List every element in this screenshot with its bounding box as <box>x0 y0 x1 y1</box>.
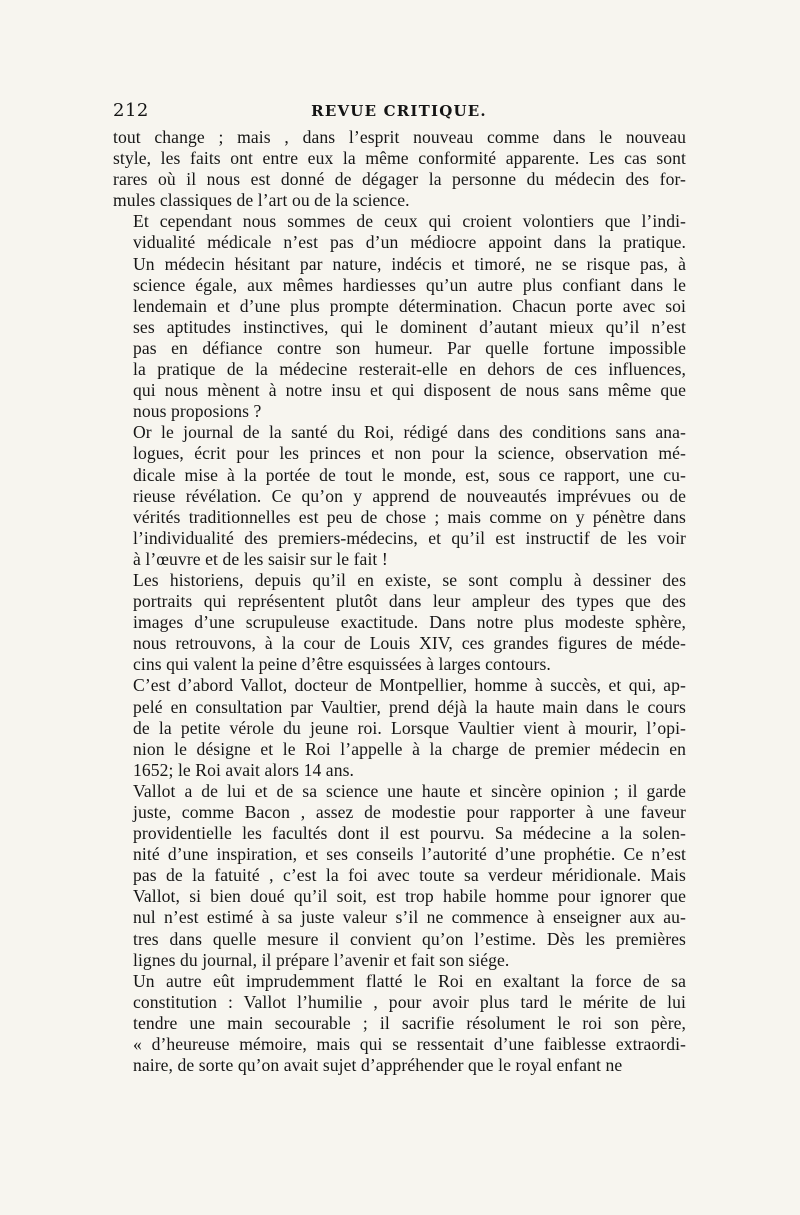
text-line: C’est d’abord Vallot, docteur de Montpellier, homme à succès, et qui, ap- <box>133 675 686 696</box>
text-line: Vallot, si bien doué qu’il soit, est trop habile homme pour ignorer que <box>133 886 686 907</box>
text-line: pas en défiance contre son humeur. Par quelle fortune impossible <box>133 337 686 358</box>
text-line: nion le désigne et le Roi l’appelle à la charge de premier médecin en <box>133 738 686 759</box>
text-line: juste, comme Bacon , assez de modestie pour rapporter à une faveur <box>133 802 686 822</box>
text-line: qui nous mènent à notre insu et qui disposent de nous sans même que <box>133 380 686 401</box>
text-line: nul n’est estimé à sa juste valeur s’il ne commence à enseigner aux au- <box>133 907 686 928</box>
text-line: « d’heureuse mémoire, mais qui se ressentait d’une faiblesse extraordi- <box>133 1034 686 1055</box>
text-line: tout change ; mais , dans l’esprit nouveau comme dans le nouveau <box>113 127 686 147</box>
text-line: logues, écrit pour les princes et non pour la science, observation mé- <box>133 443 686 464</box>
text-line: Vallot a de lui et de sa science une haute et sincère opinion ; il garde <box>133 780 686 801</box>
text-line: nous retrouvons, à la cour de Louis XIV, ces grandes figures de méde- <box>133 633 686 654</box>
text-line: rieuse révélation. Ce qu’on y apprend de nouveautés imprévues ou de <box>133 485 686 506</box>
text-line: constitution : Vallot l’humilie , pour avoir plus tard le mérite de lui <box>133 991 686 1012</box>
text-line: Et cependant nous sommes de ceux qui croient volontiers que l’indi- <box>133 211 686 232</box>
paragraph <box>113 570 686 675</box>
text-line: tendre une main secourable ; il sacrifie résolument le roi son père, <box>133 1012 686 1033</box>
text-line: de la petite vérole du jeune roi. Lorsque Vaultier vient à mourir, l’opi- <box>133 717 686 738</box>
text-line: lendemain et d’une plus prompte détermination. Chacun porte avec soi <box>133 295 686 316</box>
body-text <box>113 127 686 1076</box>
text-line: pas de la fatuité , c’est la foi avec toute sa verdeur méridionale. Mais <box>133 865 686 886</box>
text-line: style, les faits ont entre eux la même conformité apparente. Les cas sont <box>113 148 686 169</box>
text-line: science égale, aux mêmes hardiesses qu’un autre plus confiant dans le <box>133 274 686 295</box>
text-line: à l’œuvre et de les saisir sur le fait ! <box>133 548 388 569</box>
page-header <box>113 100 685 124</box>
paragraph <box>113 422 686 570</box>
page-number: 212 <box>113 100 149 121</box>
text-line: tres dans quelle mesure il convient qu’on l’estime. Dès les premières <box>133 928 686 949</box>
text-line: vérités traditionnelles est peu de chose ; mais comme on y pénètre dans <box>133 506 686 527</box>
text-line: mules classiques de l’art ou de la science. <box>113 190 410 211</box>
text-line: lignes du journal, il prépare l’avenir et fait son siége. <box>133 949 510 970</box>
text-line: ses aptitudes instinctives, qui le dominent d’autant mieux qu’il n’est <box>133 316 686 337</box>
text-line: nité d’une inspiration, et ses conseils l’autorité d’une prophétie. Ce n’est <box>133 844 686 865</box>
text-line: naire, de sorte qu’on avait sujet d’appréhender que le royal enfant ne <box>133 1055 623 1076</box>
text-line: la pratique de la médecine resterait-elle en dehors de ces influences, <box>133 359 686 380</box>
paragraph <box>113 127 686 211</box>
text-line: images d’une scrupuleuse exactitude. Dans notre plus modeste sphère, <box>133 612 686 633</box>
text-line: pelé en consultation par Vaultier, prend déjà la haute main dans le cours <box>133 696 686 717</box>
text-line: l’individualité des premiers-médecins, et qu’il est instructif de les voir <box>133 527 686 548</box>
text-line: Or le journal de la santé du Roi, rédigé dans des conditions sans ana- <box>133 422 686 443</box>
text-line: Un autre eût imprudemment flatté le Roi en exaltant la force de sa <box>133 970 686 991</box>
text-line: 1652; le Roi avait alors 14 ans. <box>133 759 354 780</box>
text-line: nous proposions ? <box>133 401 262 422</box>
text-line: providentielle les facultés dont il est pourvu. Sa médecine a la solen- <box>133 823 686 844</box>
paragraph <box>113 211 686 422</box>
text-line: cins qui valent la peine d’être esquissées à larges contours. <box>133 654 551 675</box>
text-line: Les historiens, depuis qu’il en existe, se sont complu à dessiner des <box>133 569 686 590</box>
text-line: portraits qui représentent plutôt dans leur ampleur des types que des <box>133 591 686 612</box>
text-line: rares où il nous est donné de dégager la personne du médecin des for- <box>113 169 686 190</box>
running-title: REVUE CRITIQUE. <box>311 102 487 120</box>
text-line: vidualité médicale n’est pas d’un médiocre appoint dans la pratique. <box>133 232 686 253</box>
paragraph <box>113 675 686 780</box>
text-line: dicale mise à la portée de tout le monde, est, sous ce rapport, une cu- <box>133 464 686 485</box>
text-line: Un médecin hésitant par nature, indécis et timoré, ne se risque pas, à <box>133 253 686 274</box>
paragraph <box>113 971 686 1076</box>
paragraph <box>113 781 686 971</box>
